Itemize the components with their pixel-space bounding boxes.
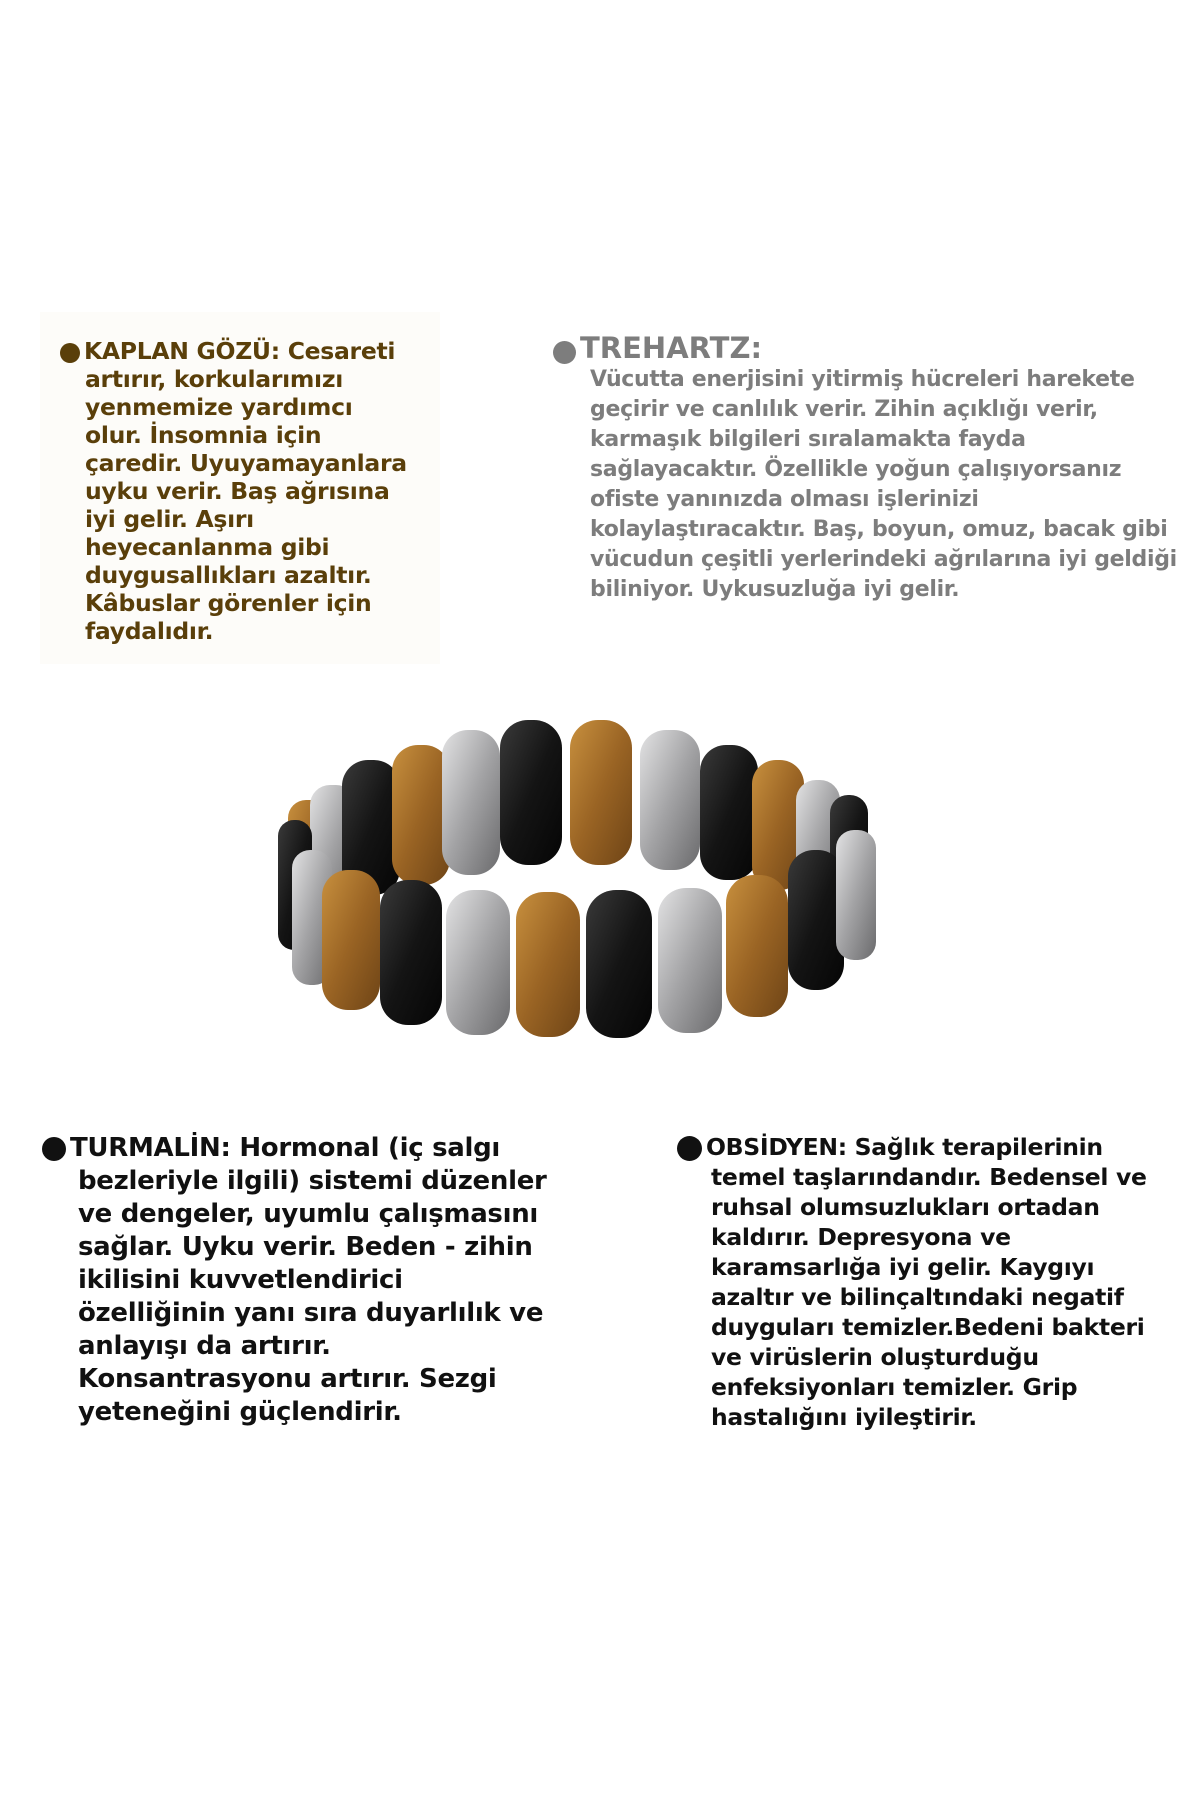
obsidyen-section [677, 1132, 1187, 1432]
kaplan-line-8: duygusallıkları azaltır. [85, 561, 372, 589]
turmalin-line-2: ve dengeler, uyumlu çalışmasını [78, 1199, 539, 1229]
turmalin-line-7: Konsantrasyonu artırır. Sezgi [78, 1364, 497, 1394]
bullet-icon [42, 1137, 66, 1161]
bullet-icon [677, 1136, 702, 1161]
obsidyen-line-2: ruhsal olumsuzlukları ortadan [711, 1193, 1100, 1221]
obsidyen-line-1: temel taşlarındandır. Bedensel ve [711, 1163, 1147, 1191]
turmalin-body [42, 1165, 602, 1429]
trehartz-line-0: Vücutta enerjisini yitirmiş hücreleri harekete [590, 367, 1135, 392]
kaplan-title: KAPLAN GÖZÜ: [84, 337, 280, 365]
obsidyen-line-5: azaltır ve bilinçaltındaki negatif [711, 1283, 1124, 1311]
trehartz-line-1: geçirir ve canlılık verir. Zihin açıklığı verir, [590, 397, 1098, 422]
kaplan-line-1: artırır, korkularımızı [85, 365, 343, 393]
kaplan-gozu-section [40, 312, 440, 664]
turmalin-line-0: Hormonal (iç salgı [230, 1133, 501, 1163]
bullet-icon [553, 341, 576, 364]
turmalin-line-4: ikilisini kuvvetlendirici [78, 1265, 403, 1295]
obsidyen-line-8: enfeksiyonları temizler. Grip [711, 1373, 1078, 1401]
turmalin-line-5: özelliğinin yanı sıra duyarlılık ve [78, 1298, 544, 1328]
obsidyen-line-3: kaldırır. Depresyona ve [711, 1223, 1011, 1251]
kaplan-line-4: çaredir. Uyuyamayanlara [85, 449, 407, 477]
kaplan-line-6: iyi gelir. Aşırı [85, 505, 254, 533]
turmalin-line-6: anlayışı da artırır. [78, 1331, 331, 1361]
turmalin-title: TURMALİN: [70, 1133, 231, 1163]
obsidyen-line-7: ve virüslerin oluşturduğu [711, 1343, 1039, 1371]
kaplan-line-10: faydalıdır. [85, 617, 214, 645]
kaplan-line-3: olur. İnsomnia için [85, 421, 322, 449]
trehartz-section [553, 333, 1193, 605]
obsidyen-line-6: duyguları temizler.Bedeni bakteri [711, 1313, 1145, 1341]
stone-bracelet-image [270, 700, 910, 1040]
turmalin-section [42, 1132, 602, 1429]
trehartz-line-3: sağlayacaktır. Özellikle yoğun çalışıyorsanız [590, 457, 1122, 482]
kaplan-line-2: yenmemize yardımcı [85, 393, 353, 421]
obsidyen-title: OBSİDYEN: [706, 1133, 847, 1161]
kaplan-line-9: Kâbuslar görenler için [85, 589, 372, 617]
trehartz-line-5: kolaylaştıracaktır. Baş, boyun, omuz, bacak gibi [590, 517, 1168, 542]
trehartz-line-7: biliniyor. Uykusuzluğa iyi gelir. [590, 577, 960, 602]
trehartz-body [553, 365, 1193, 605]
turmalin-line-3: sağlar. Uyku verir. Beden - zihin [78, 1232, 533, 1262]
trehartz-line-4: ofiste yanınızda olması işlerinizi [590, 487, 979, 512]
kaplan-line-5: uyku verir. Baş ağrısına [85, 477, 390, 505]
turmalin-line-8: yeteneğini güçlendirir. [78, 1397, 402, 1427]
obsidyen-line-0: Sağlık terapilerinin [846, 1133, 1103, 1161]
trehartz-line-2: karmaşık bilgileri sıralamakta fayda [590, 427, 1026, 452]
obsidyen-line-9: hastalığını iyileştirir. [711, 1403, 977, 1431]
kaplan-line-0: Cesareti [279, 337, 396, 365]
kaplan-line-7: heyecanlanma gibi [85, 533, 330, 561]
kaplan-body [60, 365, 425, 645]
bullet-icon [60, 343, 80, 363]
turmalin-line-1: bezleriyle ilgili) sistemi düzenler [78, 1166, 547, 1196]
trehartz-title: TREHARTZ: [580, 331, 763, 365]
trehartz-line-6: vücudun çeşitli yerlerindeki ağrılarına iyi geldiği [590, 547, 1177, 572]
obsidyen-body [677, 1162, 1187, 1432]
obsidyen-line-4: karamsarlığa iyi gelir. Kaygıyı [711, 1253, 1095, 1281]
